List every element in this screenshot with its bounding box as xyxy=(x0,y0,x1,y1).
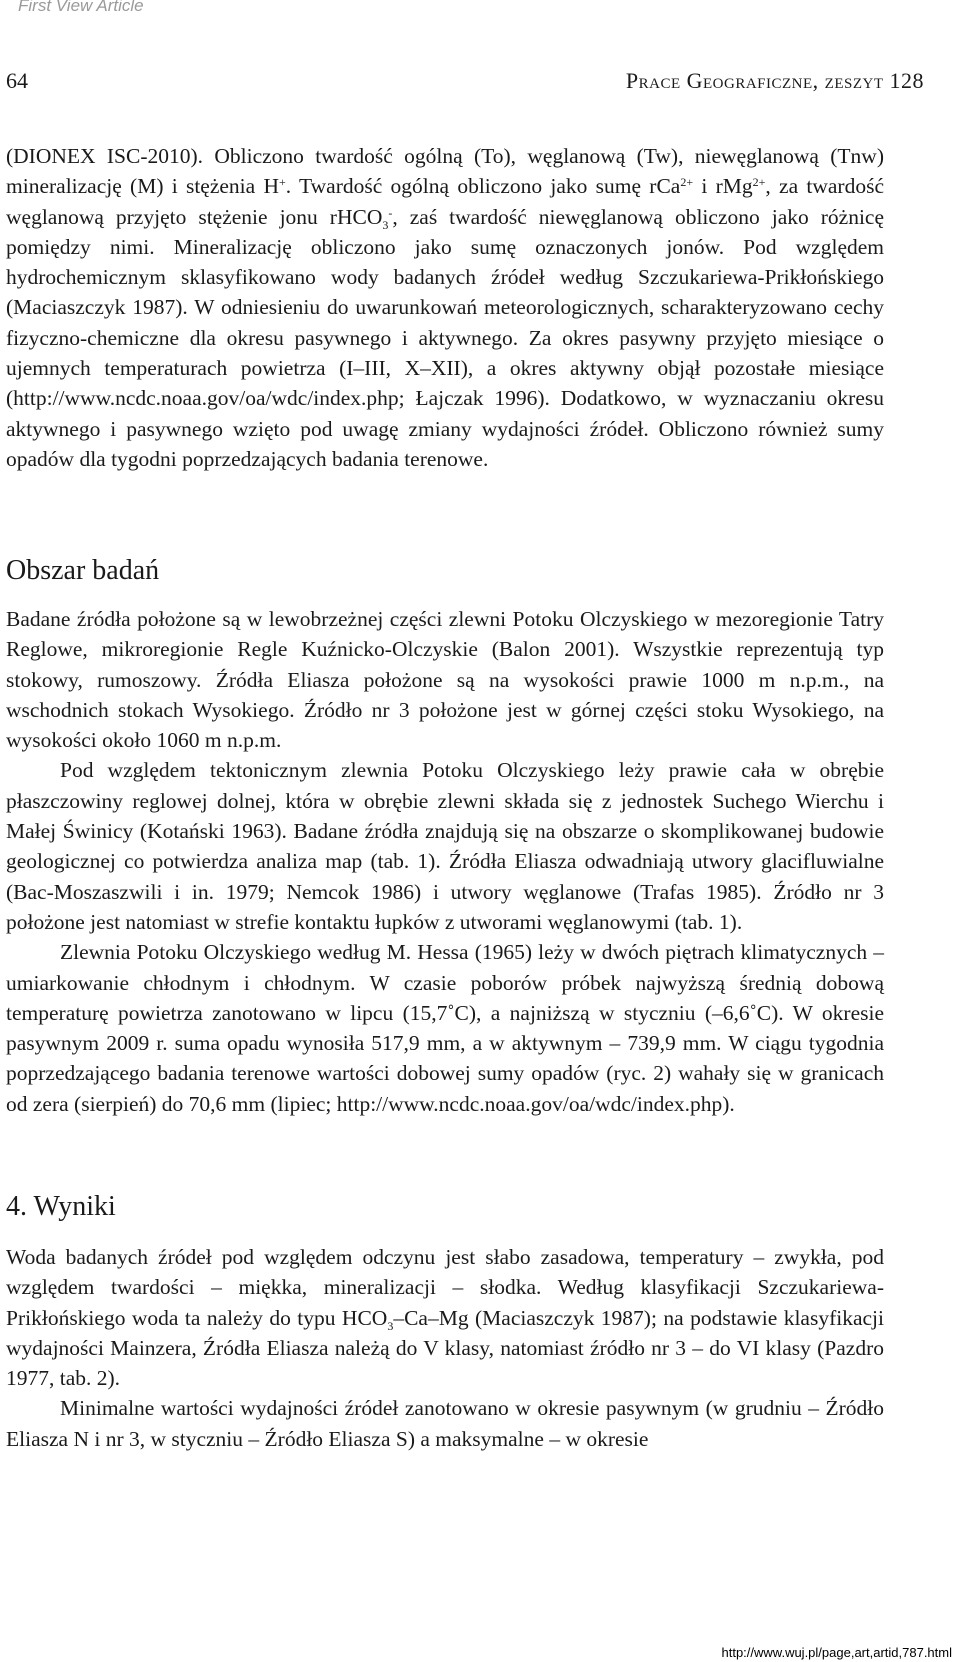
paragraph: Woda badanych źródeł pod względem odczynu jest słabo zasadowa, temperatury – zwykła, pod względem twardości – miękka, mineralizacji – słodka. Według klasyfikacji Szczukariewa-Prikłońskiego woda ta należy do typu $HCO_3-Ca-Mg$ (Maciaszczyk 1987); na podstawie klasyfikacji wydajności Mainzera, Źródła Eliasza należą do V klasy, natomiast źródło nr 3 – do VI klasy (Pazdro 1977, tab. 2). xyxy=(6,1245,884,1391)
methods-paragraph: (DIONEX ISC-2010). Obliczono twardość ogólną (To), węglanową (Tw), niewęglanową (Tnw) mineralizację (M) i stężenia H+. Twardość ogólną obliczono jako sumę rCa$^{2+}$ i rMg$^{2+}$, za twardość węglanową przyjęto stężenie jonu rHCO$_3$-, zaś twardość niewęglanową obliczono jako różnicę pomiędzy nimi. Mineralizację obliczono jako sumę oznaczonych jonów. Pod względem hydrochemicznym sklasyfikowano wody badanych źródeł według Szczukariewa-Prikłońskiego (Maciaszczyk 1987). W odniesieniu do uwarunkowań meteorologicznych, scharakteryzowano cechy fizyczno-chemiczne dla okresu pasywnego i aktywnego. Za okres pasywny przyjęto miesiące o ujemnych temperaturach powietrza (I–III, X–XII), a okres aktywny objął pozostałe miesiące (http://www.ncdc.noaa.gov/oa/wdc/index.php; Łajczak 1996). Dodatkowo, w wyznaczaniu okresu aktywnego i pasywnego wzięto pod uwagę zmiany wydajności źródeł. Obliczono również sumy opadów dla tygodni poprzedzających badania terenowe. xyxy=(6,144,885,471)
paragraph: Zlewnia Potoku Olczyskiego według M. Hessa (1965) leży w dwóch piętrach klimatycznych – umiarkowanie chłodnym i chłodnym. W czasie poborów próbek najwyższą średnią dobową temperaturę powietrza zanotowano w lipcu (15,7˚C), a najniższą w styczniu (–6,6˚C). W okresie pasywnym 2009 r. suma opadu wynosiła 517,9 mm, a w aktywnym – 739,9 mm. W ciągu tygodnia poprzedzającego badania terenowe wartości dobowej sumy opadów (ryc. 2) wahały się w granicach od zera (sierpień) do 70,6 mm (lipiec; http://www.ncdc.noaa.gov/oa/wdc/index.php). xyxy=(6,940,884,1116)
paragraph: Badane źródła położone są w lewobrzeżnej części zlewni Potoku Olczyskiego w mezoregionie Tatry Reglowe, mikroregionie Regle Kuźnicko-Olczyskie (Balon 2001). Wszystkie reprezentują typ stokowy, rumoszowy. Źródła Eliasza położone są na wysokości prawie 1000 m n.p.m., na wschodnich stokach Wysokiego. Źródło nr 3 położone jest w górnej części stoku Wysokiego, na wysokości około 1060 m n.p.m. xyxy=(6,607,884,753)
paragraph: Pod względem tektonicznym zlewnia Potoku Olczyskiego leży prawie cała w obrębie płaszczowiny reglowej dolnej, która w obrębie zlewni składa się z jednostek Suchego Wierchu i Małej Świnicy (Kotański 1963). Badane źródła znajdują się na obszarze o skomplikowanej budowie geologicznej co potwierdza analiza map (tab. 1). Źródła Eliasza odwadniają utwory glacifluwialne (Bac-Moszaszwili i in. 1979; Nemcok 1986) i utwory węglanowe (Trafas 1985). Źródło nr 3 położone jest natomiast w strefie kontaktu łupków z utworami węglanowymi (tab. 1). xyxy=(6,758,884,934)
source-url-link[interactable]: http://www.wuj.pl/page,art,artid,787.html xyxy=(721,1645,952,1660)
page-number: 64 xyxy=(6,68,28,93)
section-heading-study-area: Obszar badań xyxy=(6,555,160,586)
study-area-text xyxy=(6,604,884,1119)
first-view-watermark: First View Article xyxy=(18,0,144,15)
journal-title: Prace Geograficzne, zeszyt 128 xyxy=(625,68,924,93)
page-header xyxy=(6,68,924,94)
section-heading-results: 4. Wyniki xyxy=(6,1191,116,1222)
paragraph: Minimalne wartości wydajności źródeł zanotowano w okresie pasywnym (w grudniu – Źródło Eliasza N i nr 3, w styczniu – Źródło Eliasza S) a maksymalne – w okresie xyxy=(6,1396,884,1451)
results-text xyxy=(6,1242,884,1454)
methods-text xyxy=(6,141,884,474)
